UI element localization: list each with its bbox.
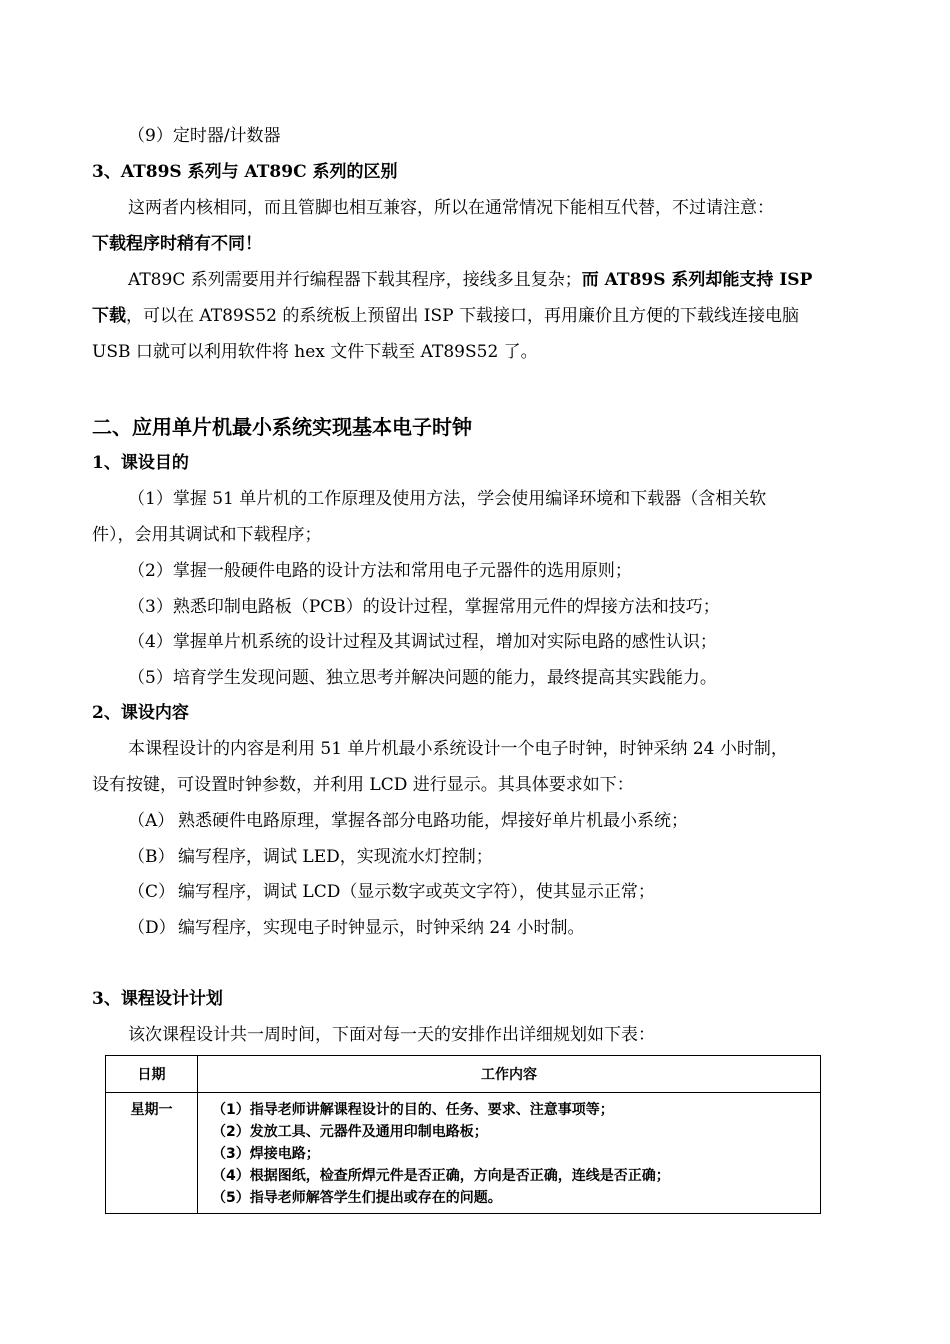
content-paragraph-line2: 设有按键，可设置时钟参数，并利用 LCD 进行显示。其具体要求如下： xyxy=(92,775,634,795)
paragraph-programming-emphasis-2: 下载 xyxy=(92,306,126,326)
table-row xyxy=(106,1093,821,1214)
paragraph-programming-text-2: ，可以在 AT89S52 的系统板上预留出 ISP 下载接口，再用廉价且方便的下载线连接电脑 xyxy=(126,306,800,326)
requirement-d-text: 编写程序，实现电子时钟显示，时钟采纳 24 小时制。 xyxy=(178,918,585,938)
list-item-timer-counter: （9）定时器/计数器 xyxy=(128,126,281,146)
purpose-item-5: （5）培育学生发现问题、独立思考并解决问题的能力，最终提高其实践能力。 xyxy=(128,668,717,688)
paragraph-programming-line2 xyxy=(92,304,862,328)
task-item: （5）指导老师解答学生们提出或存在的问题。 xyxy=(212,1190,502,1206)
requirement-c xyxy=(128,880,862,904)
requirement-b-label: （B） xyxy=(128,847,175,867)
table-header-row xyxy=(106,1056,821,1093)
chapter-heading-electronic-clock: 二、应用单片机最小系统实现基本电子时钟 xyxy=(92,415,472,439)
section-heading-at89s-vs-at89c: 3、AT89S 系列与 AT89C 系列的区别 xyxy=(92,162,398,182)
section-heading-purpose: 1、课设目的 xyxy=(92,453,189,473)
paragraph-programming-line3: USB 口就可以利用软件将 hex 文件下载至 AT89S52 了。 xyxy=(92,342,538,362)
task-item: （4）根据图纸，检查所焊元件是否正确，方向是否正确，连线是否正确； xyxy=(212,1168,670,1184)
requirement-c-label: （C） xyxy=(128,882,176,902)
task-item: （2）发放工具、元器件及通用印制电路板； xyxy=(212,1124,488,1140)
paragraph-programming-text: AT89C 系列需要用并行编程器下载其程序，接线多且复杂； xyxy=(128,270,582,290)
purpose-item-1-line1: （1）掌握 51 单片机的工作原理及使用方法，学会使用编译环境和下载器（含相关软 xyxy=(128,489,767,509)
purpose-item-2: （2）掌握一般硬件电路的设计方法和常用电子元器件的选用原则； xyxy=(128,561,632,581)
table-cell-day: 星期一 xyxy=(106,1093,198,1214)
requirement-a-text: 熟悉硬件电路原理，掌握各部分电路功能，焊接好单片机最小系统； xyxy=(178,811,688,831)
requirement-a xyxy=(128,809,862,833)
section-heading-plan: 3、课程设计计划 xyxy=(92,989,223,1009)
purpose-item-4: （4）掌握单片机系统的设计过程及其调试过程，增加对实际电路的感性认识； xyxy=(128,632,717,652)
requirement-b xyxy=(128,845,862,869)
task-item: （3）焊接电路； xyxy=(212,1146,320,1162)
paragraph-programming-line1 xyxy=(128,268,862,292)
paragraph-programming-emphasis: 而 AT89S 系列却能支持 ISP xyxy=(581,270,813,290)
schedule-table xyxy=(105,1055,821,1214)
column-header-work-content: 工作内容 xyxy=(198,1056,821,1093)
plan-intro: 该次课程设计共一周时间，下面对每一天的安排作出详细规划如下表： xyxy=(128,1025,655,1045)
requirement-a-label: （A） xyxy=(128,811,175,831)
requirement-c-text: 编写程序，调试 LCD（显示数字或英文字符），使其显示正常； xyxy=(178,882,655,902)
column-header-date: 日期 xyxy=(106,1056,198,1093)
requirement-d xyxy=(128,916,862,940)
purpose-item-1-line2: 件），会用其调试和下载程序； xyxy=(92,525,322,545)
requirement-d-label: （D） xyxy=(128,918,176,938)
requirement-b-text: 编写程序，调试 LED，实现流水灯控制； xyxy=(178,847,493,867)
task-item: （1）指导老师讲解课程设计的目的、任务、要求、注意事项等； xyxy=(212,1102,614,1118)
section-heading-content: 2、课设内容 xyxy=(92,703,189,723)
paragraph-compatibility-emphasis: 下载程序时稍有不同！ xyxy=(92,234,262,254)
purpose-item-3: （3）熟悉印制电路板（PCB）的设计过程，掌握常用元件的焊接方法和技巧； xyxy=(128,597,720,617)
paragraph-compatibility-line1: 这两者内核相同，而且管脚也相互兼容，所以在通常情况下能相互代替，不过请注意： xyxy=(128,198,774,218)
content-paragraph-line1: 本课程设计的内容是利用 51 单片机最小系统设计一个电子时钟，时钟采纳 24 小时制， xyxy=(128,739,788,759)
table-cell-tasks xyxy=(198,1093,821,1214)
